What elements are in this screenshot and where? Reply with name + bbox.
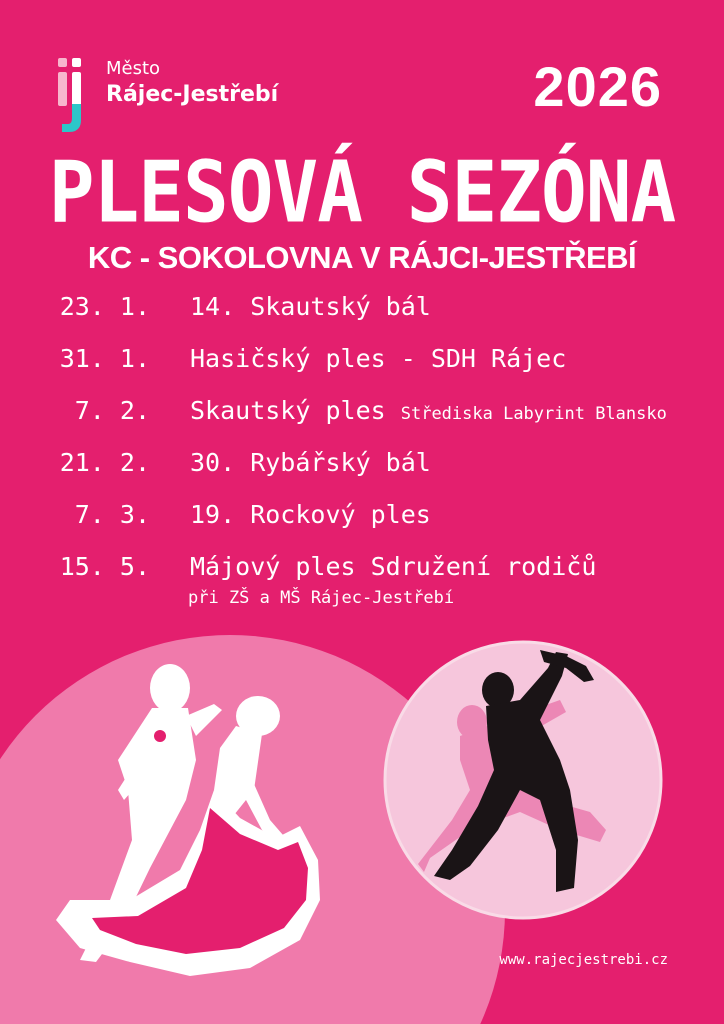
- event-name: [190, 292, 431, 321]
- event-title: 30. Rybářský bál: [190, 448, 431, 477]
- event-row: [50, 448, 690, 500]
- event-date: 7. 3.: [74, 500, 150, 529]
- city-logo-icon: [56, 54, 96, 134]
- event-date: 15. 5.: [59, 552, 150, 581]
- event-title: Skautský ples: [190, 396, 386, 425]
- venue-subtitle: KC - SOKOLOVNA V RÁJCI-JESTŘEBÍ: [87, 240, 637, 275]
- event-row: [50, 344, 690, 396]
- event-row: [50, 500, 690, 552]
- logo-city-name: Rájec-Jestřebí: [106, 82, 279, 107]
- event-organizer: Střediska Labyrint Blansko: [400, 404, 667, 424]
- season-year: 2026: [533, 55, 662, 118]
- event-name: [190, 552, 596, 581]
- logo-city-label: Město: [106, 58, 161, 79]
- event-title: Májový ples Sdružení rodičů: [190, 552, 597, 581]
- event-date: 31. 1.: [59, 344, 150, 373]
- event-note: při ZŠ a MŠ Rájec-Jestřebí: [188, 588, 455, 608]
- event-title: 19. Rockový ples: [190, 500, 431, 529]
- event-title: Hasičský ples - SDH Rájec: [190, 344, 567, 373]
- event-list: [50, 292, 690, 608]
- event-name: [190, 500, 431, 529]
- website-link[interactable]: www.rajecjestrebi.cz: [499, 952, 668, 968]
- event-row: [50, 396, 690, 448]
- event-date: 7. 2.: [74, 396, 150, 425]
- event-date: 23. 1.: [59, 292, 150, 321]
- event-row: [50, 292, 690, 344]
- event-name: [190, 396, 667, 425]
- event-row: [50, 552, 690, 608]
- event-name: [190, 448, 431, 477]
- page-title: PLESOVÁ SEZÓNA: [48, 142, 676, 242]
- carnation-icon: [154, 730, 166, 742]
- event-date: 21. 2.: [59, 448, 150, 477]
- event-name: [190, 344, 566, 373]
- event-title: 14. Skautský bál: [190, 292, 431, 321]
